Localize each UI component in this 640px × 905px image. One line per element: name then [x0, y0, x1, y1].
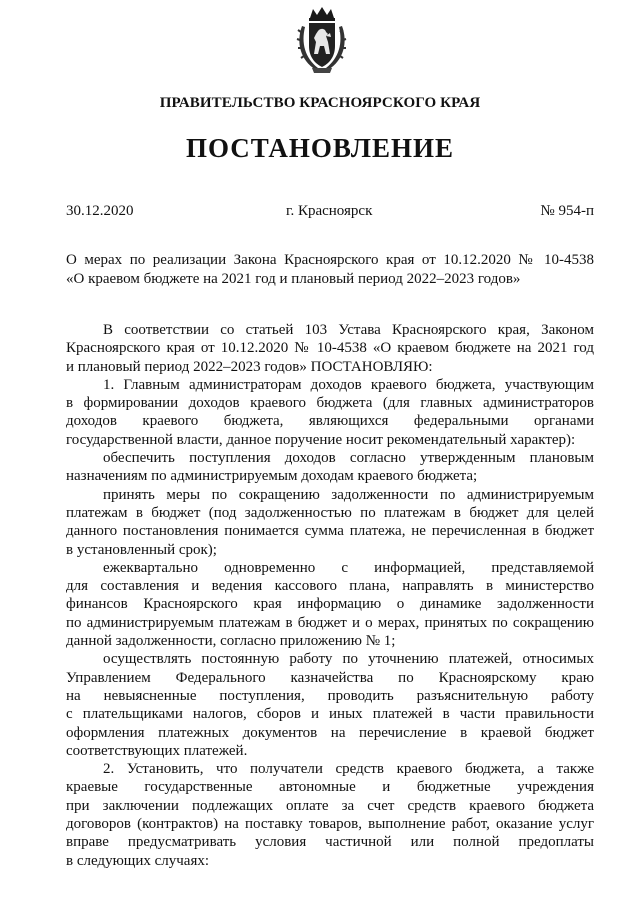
text-line: в следующих случаях:	[66, 852, 210, 869]
paragraph-item-1	[66, 376, 594, 449]
text-line: в формировании доходов краевого бюджета (для главных администраторов	[66, 395, 594, 412]
text-line: финансов Красноярского края информацию о динамике задолженности	[66, 596, 594, 613]
paragraph-subitem	[66, 486, 594, 559]
document-subject	[66, 251, 594, 288]
paragraph-preamble	[66, 321, 594, 376]
subject-line: О мерах по реализации Закона Красноярского края от 10.12.2020 № 10-4538	[66, 252, 594, 268]
text-line: платежам в бюджет (под задолженностью по платежам в бюджет для целей	[66, 504, 594, 521]
document-meta	[66, 203, 594, 223]
text-line: оформления платежных документов на перечисление в краевой бюджет	[66, 724, 594, 741]
text-line: в установленный срок);	[66, 541, 217, 558]
paragraph-subitem	[66, 650, 594, 760]
text-line: Красноярского края от 10.12.2020 № 10-4538 «О краевом бюджете на 2021 год	[66, 340, 594, 357]
document-number: № 954-п	[540, 203, 594, 219]
text-line: принять меры по сокращению задолженности по администрируемым	[103, 486, 594, 503]
text-line: вправе предусматривать условия частичной или полной предоплаты	[66, 834, 594, 851]
text-line: для составления и ведения кассового плана, направлять в министерство	[66, 578, 594, 595]
text-line: обеспечить поступления доходов согласно утвержденным плановым	[103, 450, 594, 467]
text-line: В соответствии со статьей 103 Устава Красноярского края, Законом	[103, 322, 594, 338]
document-date: 30.12.2020	[66, 203, 134, 219]
text-line: осуществлять постоянную работу по уточнению платежей, относимых	[103, 651, 594, 668]
document-type-title: ПОСТАНОВЛЕНИЕ	[185, 133, 455, 163]
paragraph-item-2	[66, 760, 594, 870]
document-body	[66, 321, 594, 870]
text-line: краевые государственные автономные и бюджетные учреждения	[66, 779, 594, 796]
paragraph-subitem	[66, 559, 594, 650]
text-line: данного постановления понимается сумма платежа, не перечисленная в бюджет	[66, 523, 594, 540]
text-line: государственной власти, данное поручение носит рекомендательный характер):	[66, 431, 576, 448]
paragraph-subitem	[66, 449, 594, 486]
text-line: доходов краевого бюджета, являющихся федеральными органами	[66, 413, 594, 430]
text-line: данной задолженности, согласно приложению № 1;	[66, 633, 396, 650]
text-line: на невыясненные поступления, проводить разъяснительную работу	[66, 687, 594, 704]
text-line: при заключении подлежащих оплате за счет средств краевого бюджета	[66, 797, 594, 814]
text-line: соответствующих платежей.	[66, 742, 248, 759]
coat-of-arms-icon	[296, 6, 348, 76]
text-line: 1. Главным администраторам доходов краевого бюджета, участвующим	[103, 376, 594, 393]
text-line: и плановый период 2022–2023 годов» ПОСТАНОВЛЯЮ:	[66, 358, 433, 375]
text-line: назначениям по администрируемым доходам краевого бюджета;	[66, 468, 478, 485]
text-line: договоров (контрактов) на поставку товаров, выполнение работ, оказание услуг	[66, 816, 594, 833]
text-line: 2. Установить, что получатели средств краевого бюджета, а также	[103, 761, 594, 778]
document-city: г. Красноярск	[286, 203, 373, 219]
text-line: Управлением Федерального казначейства по Красноярскому краю	[66, 669, 594, 686]
text-line: ежеквартально одновременно с информацией, представляемой	[103, 559, 594, 576]
subject-line: «О краевом бюджете на 2021 год и плановый период 2022–2023 годов»	[66, 270, 521, 287]
authority-title: ПРАВИТЕЛЬСТВО КРАСНОЯРСКОГО КРАЯ	[159, 95, 481, 111]
text-line: по администрируемым платежам в бюджет и о мерах, принятых по сокращению	[66, 614, 594, 631]
text-line: с плательщиками налогов, сборов и иных платежей в части правильности	[66, 706, 594, 723]
